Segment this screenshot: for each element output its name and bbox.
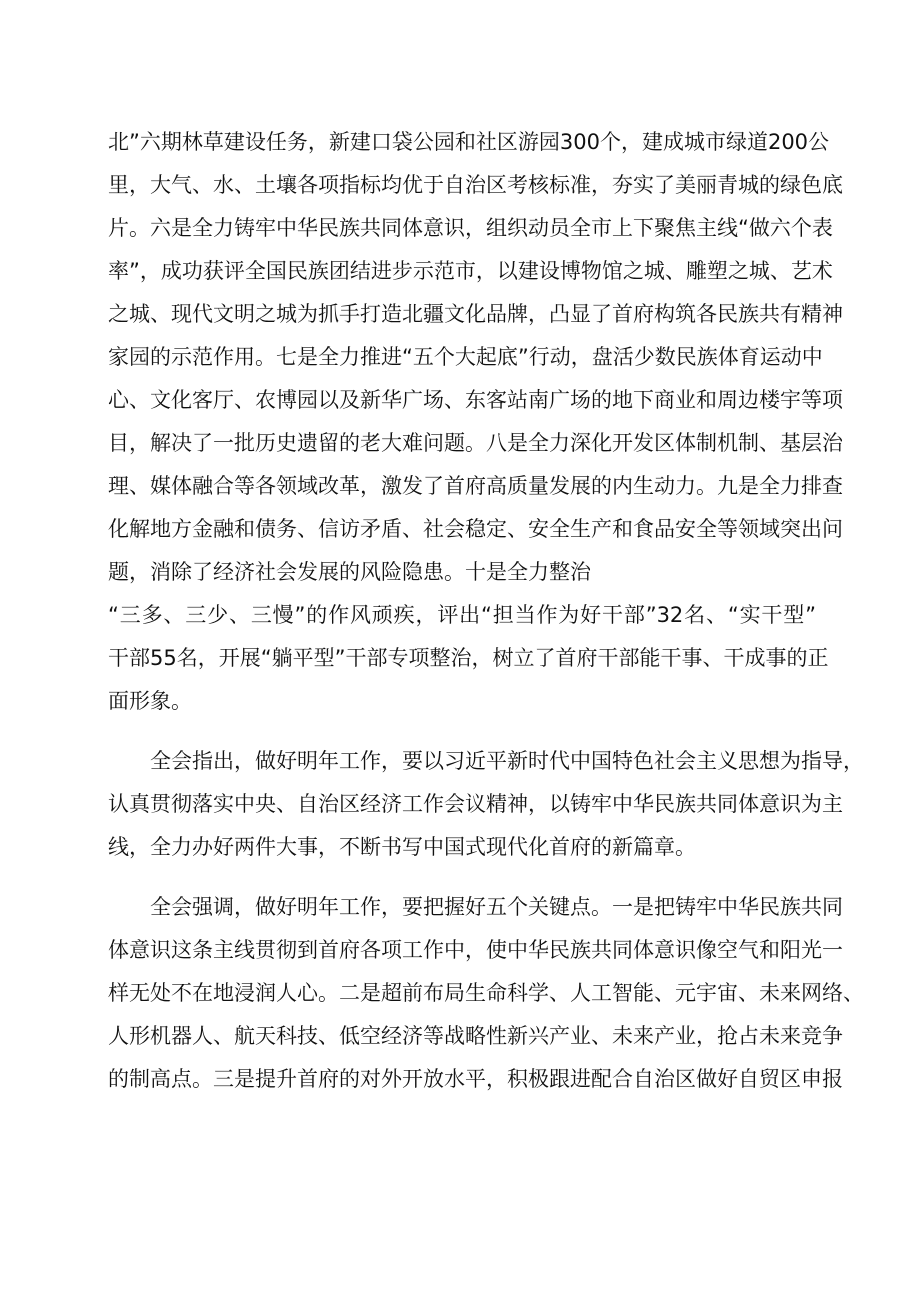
text-line: “三多、三少、三慢”的作风顽疾，评出“担当作为好干部”32名、“实干型” <box>108 603 816 627</box>
text-line: 全会指出，做好明年工作，要以习近平新时代中国特色社会主义思想为指导， <box>150 749 864 773</box>
text-line: 面形象。 <box>108 689 192 713</box>
text-line: 率”，成功获评全国民族团结进步示范市，以建设博物馆之城、雕塑之城、艺术 <box>108 259 833 283</box>
text-line: 目，解决了一批历史遗留的老大难问题。八是全力深化开发区体制机制、基层治 <box>108 431 843 455</box>
text-line: 线，全力办好两件大事，不断书写中国式现代化首府的新篇章。 <box>108 835 696 859</box>
text-line: 之城、现代文明之城为抓手打造北疆文化品牌，凸显了首府构筑各民族共有精神 <box>108 302 843 326</box>
text-line: 片。六是全力铸牢中华民族共同体意识，组织动员全市上下聚焦主线“做六个表 <box>108 216 833 240</box>
text-line: 的制高点。三是提升首府的对外开放水平，积极跟进配合自治区做好自贸区申报 <box>108 1067 843 1091</box>
text-line: 全会强调，做好明年工作，要把握好五个关键点。一是把铸牢中华民族共同 <box>150 895 843 919</box>
text-line: 理、媒体融合等各领域改革，激发了首府高质量发展的内生动力。九是全力排查 <box>108 474 843 498</box>
text-line: 家园的示范作用。七是全力推进“五个大起底”行动，盘活少数民族体育运动中 <box>108 345 823 369</box>
text-line: 样无处不在地浸润人心。二是超前布局生命科学、人工智能、元宇宙、未来网络、 <box>108 981 864 1005</box>
text-line: 干部55名，开展“躺平型”干部专项整治，树立了首府干部能干事、干成事的正 <box>108 646 829 670</box>
text-line: 人形机器人、航天科技、低空经济等战略性新兴产业、未来产业，抢占未来竞争 <box>108 1024 843 1048</box>
text-line: 题，消除了经济社会发展的风险隐患。十是全力整治 <box>108 560 591 584</box>
text-line: 体意识这条主线贯彻到首府各项工作中，使中华民族共同体意识像空气和阳光一 <box>108 938 843 962</box>
text-line: 里，大气、水、土壤各项指标均优于自治区考核标准，夯实了美丽青城的绿色底 <box>108 173 843 197</box>
text-line: 心、文化客厅、农博园以及新华广场、东客站南广场的地下商业和周边楼宇等项 <box>108 388 843 412</box>
text-line: 认真贯彻落实中央、自治区经济工作会议精神，以铸牢中华民族共同体意识为主 <box>108 792 843 816</box>
text-line: 化解地方金融和债务、信访矛盾、社会稳定、安全生产和食品安全等领域突出问 <box>108 517 843 541</box>
text-line: 北”六期林草建设任务，新建口袋公园和社区游园300个，建成城市绿道200公 <box>108 130 830 154</box>
